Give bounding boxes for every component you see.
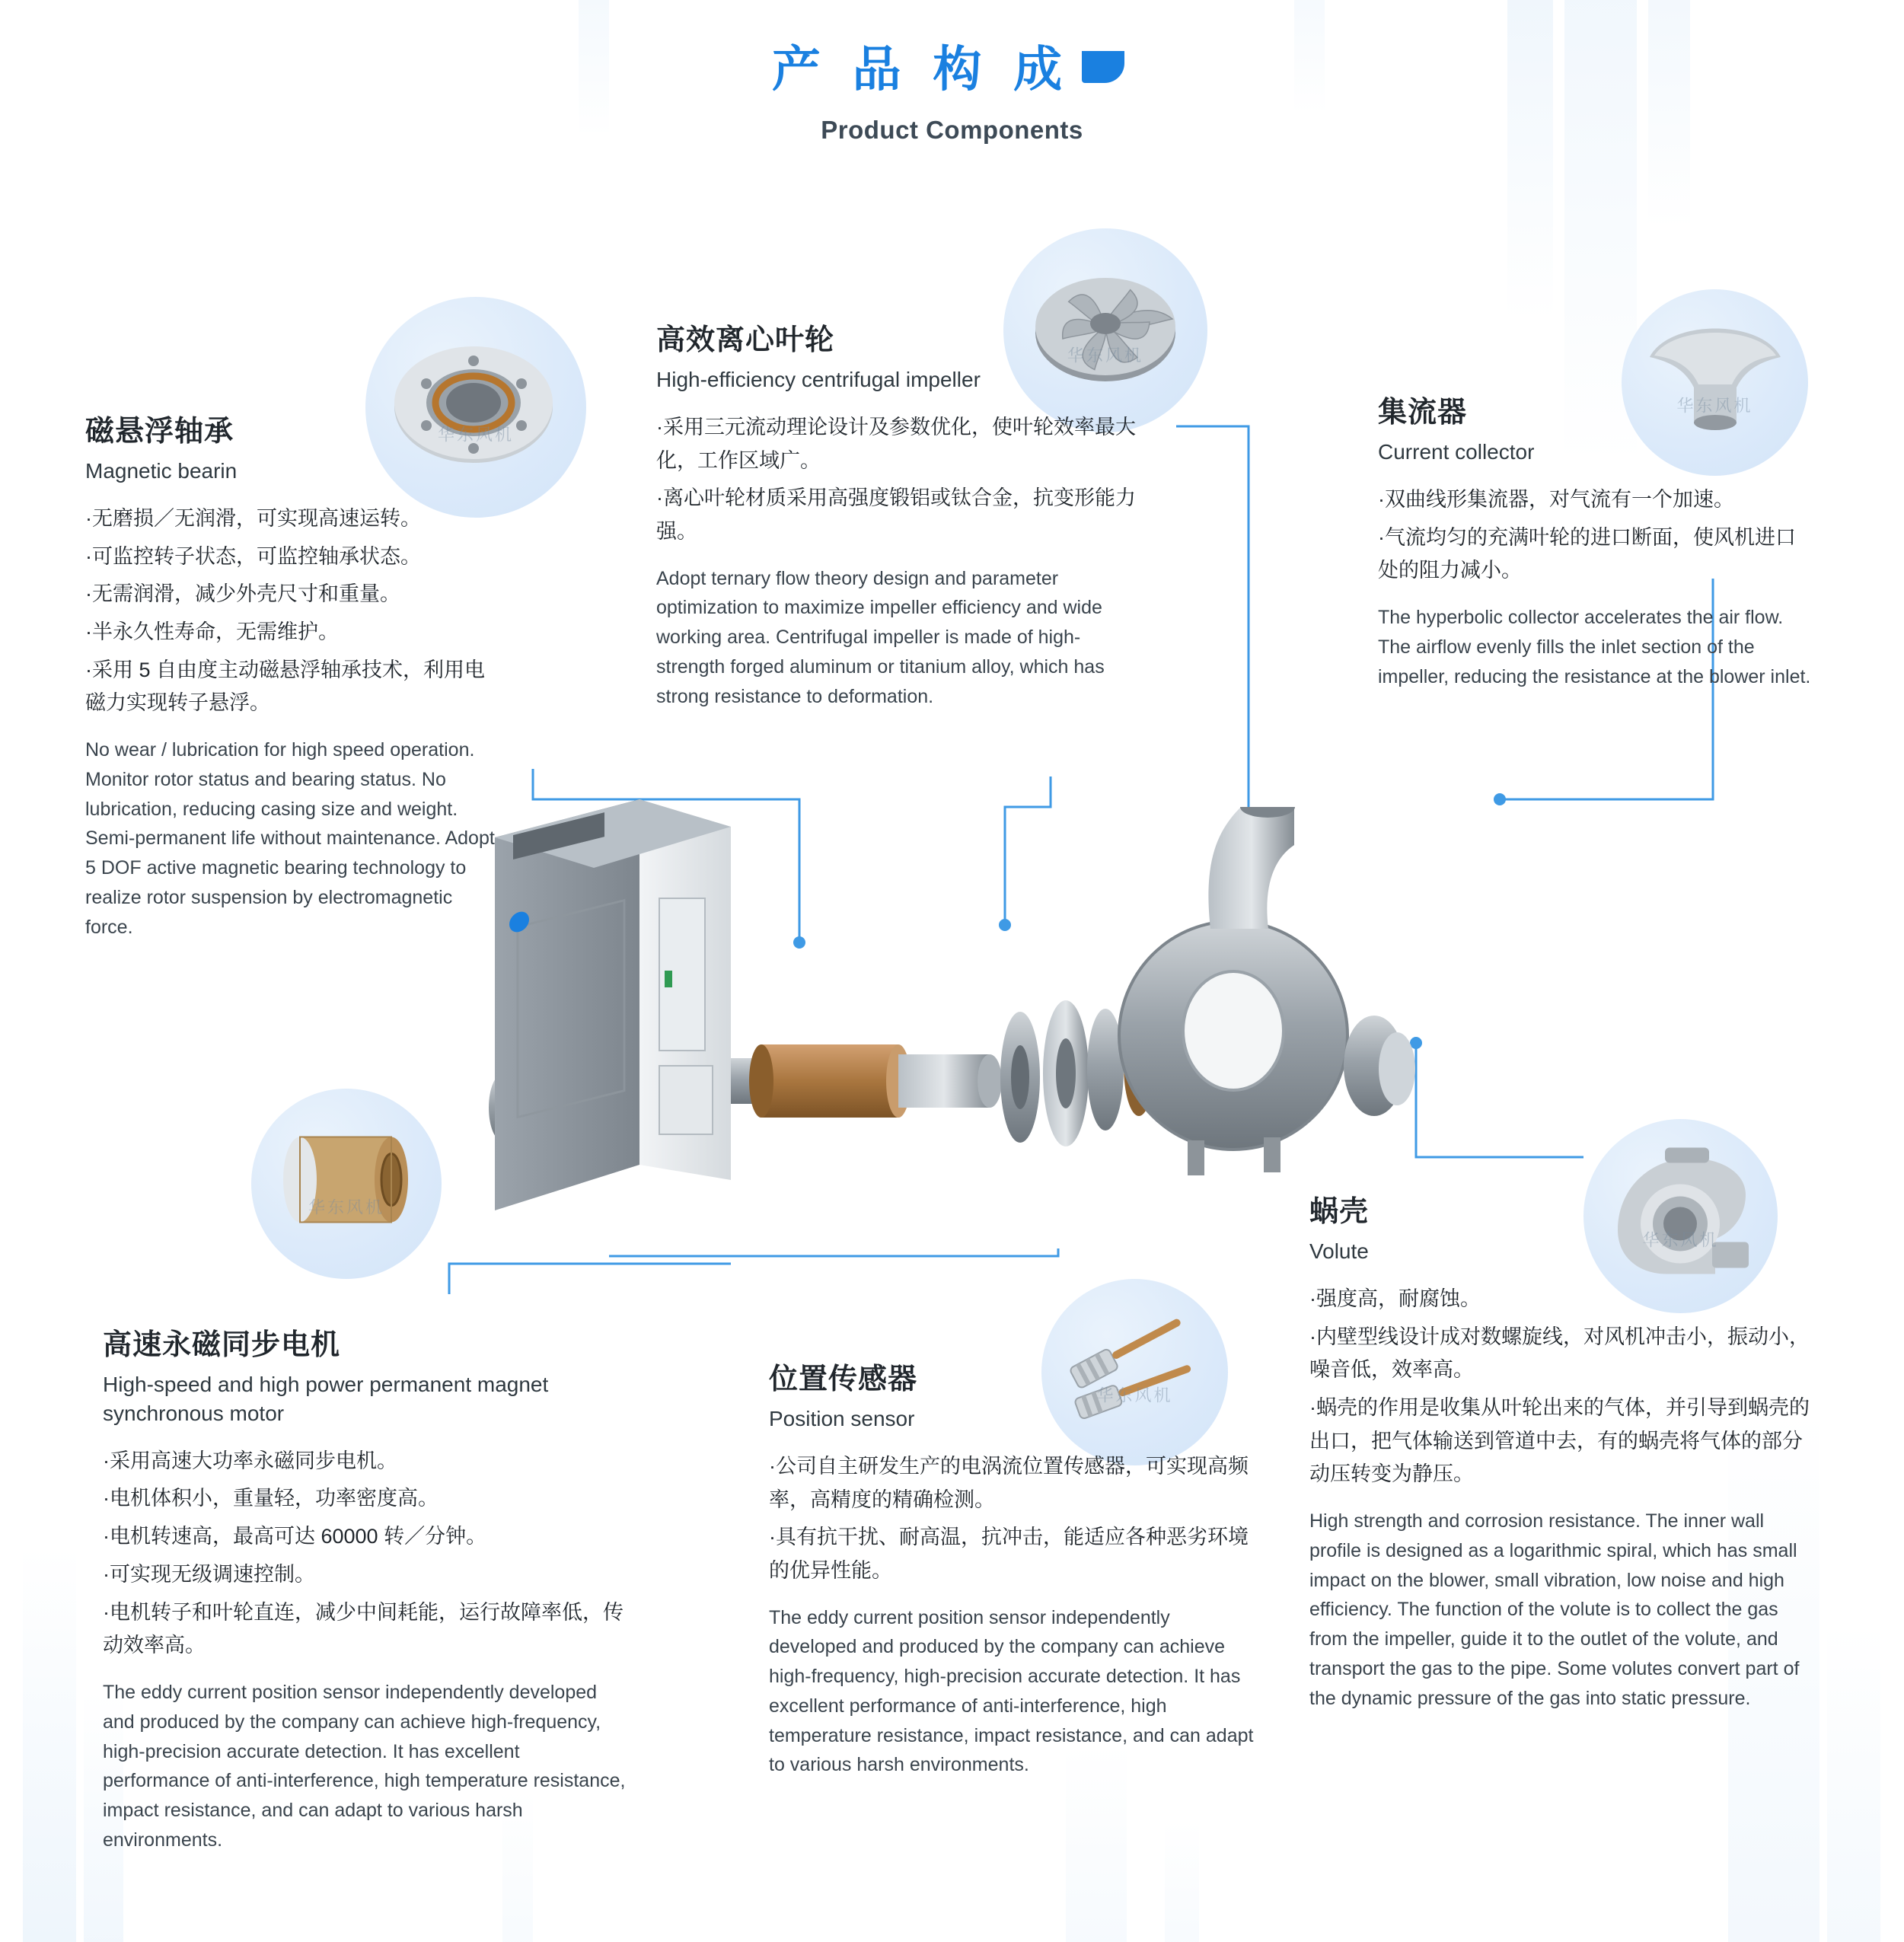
page-header	[0, 30, 1904, 145]
list-item: ·电机转速高，最高可达 60000 转／分钟。	[103, 1525, 487, 1548]
list-item: ·具有抗干扰、耐高温，抗冲击，能适应各种恶劣环境的优异性能。	[769, 1526, 1249, 1582]
component-bullets	[85, 502, 496, 720]
component-title-zh: 高效离心叶轮	[656, 324, 835, 356]
component-paragraph-en: The hyperbolic collector accelerates the air flow. The airflow evenly fills the inlet section of the impeller, reducing the resistance at the blower inlet.	[1378, 607, 1811, 687]
component-current-collector	[1378, 388, 1812, 691]
component-paragraph-en: No wear / lubrication for high speed operation. Monitor rotor status and bearing status. No lubrication, reducing casing size and weight. Semi-permanent life without maintenance. Adopt 5 DOF active magnetic bearing technology to realize rotor suspension by electromagnetic force.	[85, 739, 495, 938]
component-paragraph-en: High strength and corrosion resistance. The inner wall profile is designed as a logarithmic spiral, which has small impact on the blower, small vibration, low noise and high efficiency. The function of the volute is to collect the gas from the impeller, guide it to the outlet of the volute, and transport the gas to the pipe. Some volutes convert part of the dynamic pressure of the gas into static pressure.	[1309, 1510, 1800, 1709]
list-item: ·无需润滑，减少外壳尺寸和重量。	[85, 582, 400, 606]
list-item: ·内壁型线设计成对数螺旋线，对风机冲击小，振动小，噪音低，效率高。	[1309, 1325, 1810, 1382]
list-item: ·双曲线形集流器，对气流有一个加速。	[1378, 487, 1734, 511]
component-title-zh: 蜗壳	[1309, 1196, 1370, 1228]
photo-watermark: 华东风机	[1096, 1386, 1173, 1405]
list-item: ·采用 5 自由度主动磁悬浮轴承技术，利用电磁力实现转子悬浮。	[85, 658, 486, 715]
photo-watermark: 华东风机	[308, 1197, 385, 1217]
list-item: ·公司自主研发生产的电涡流位置传感器，可实现高频率，高精度的精确检测。	[769, 1454, 1249, 1511]
component-title-zh: 磁悬浮轴承	[85, 416, 234, 448]
list-item: ·蜗壳的作用是收集从叶轮出来的气体，并引导到蜗壳的出口，把气体输送到管道中去，有的蜗壳将气体的部分动压转变为静压。	[1309, 1396, 1810, 1486]
component-volute	[1309, 1188, 1812, 1713]
list-item: ·强度高，耐腐蚀。	[1309, 1287, 1481, 1310]
component-pm-motor	[103, 1321, 628, 1855]
photo-pm-motor	[251, 1089, 442, 1279]
component-paragraph-en: The eddy current position sensor independently developed and produced by the company can achieve high-frequency, high-precision accurate detection. It has excellent performance of anti-interference, high temperature resistance, impact resistance, and can adapt to various harsh environments.	[769, 1606, 1254, 1776]
list-item: ·无磨损／无润滑，可实现高速运转。	[85, 506, 421, 530]
component-position-sensor	[769, 1355, 1256, 1780]
list-item: ·可监控转子状态，可监控轴承状态。	[85, 544, 421, 568]
component-bullets	[1309, 1283, 1812, 1491]
photo-watermark: 华东风机	[1067, 346, 1144, 365]
list-item: ·采用高速大功率永磁同步电机。	[103, 1449, 397, 1472]
list-item: ·气流均匀的充满叶轮的进口断面，使风机进口处的阻力减小。	[1378, 525, 1796, 582]
photo-watermark: 华东风机	[1642, 1230, 1719, 1250]
photo-watermark: 华东风机	[1676, 396, 1753, 416]
title-accent-mark	[1082, 51, 1124, 83]
component-centrifugal-impeller	[656, 316, 1143, 711]
component-title-zh: 高速永磁同步电机	[103, 1329, 341, 1361]
list-item: ·可实现无级调速控制。	[103, 1562, 315, 1586]
list-item: ·电机转子和叶轮直连，减少中间耗能，运行故障率低，传动效率高。	[103, 1600, 624, 1657]
page-title-en: Product Components	[821, 116, 1083, 144]
component-bullets	[103, 1445, 628, 1663]
list-item: ·离心叶轮材质采用高强度锻铝或钛合金，抗变形能力强。	[656, 486, 1136, 543]
photo-watermark: 华东风机	[437, 425, 515, 445]
list-item: ·电机体积小，重量轻，功率密度高。	[103, 1487, 439, 1510]
component-title-en: Current collector	[1378, 440, 1535, 464]
component-title-en: Volute	[1309, 1239, 1369, 1263]
component-magnetic-bearing	[85, 407, 496, 942]
component-title-en: Magnetic bearin	[85, 459, 238, 483]
component-paragraph-en: The eddy current position sensor independently developed and produced by the company can achieve high-frequency, high-precision accurate detection. It has excellent performance of anti-interference, high temperature resistance, impact resistance, and can adapt to various harsh environments.	[103, 1682, 626, 1851]
list-item: ·半永久性寿命，无需维护。	[85, 620, 339, 643]
component-bullets	[656, 411, 1143, 549]
controller-cabinet	[480, 784, 799, 1256]
component-paragraph-en: Adopt ternary flow theory design and parameter optimization to maximize impeller efficiency and wide working area. Centrifugal impeller is made of high-strength forged aluminum or titanium alloy, which has strong resistance to deformation.	[656, 567, 1105, 707]
component-title-zh: 集流器	[1378, 397, 1468, 429]
page-title-zh: 产 品 构 成	[772, 30, 1132, 100]
component-bullets	[1378, 483, 1812, 588]
component-title-zh: 位置传感器	[769, 1363, 918, 1395]
list-item: ·采用三元流动理论设计及参数优化，使叶轮效率最大化，工作区域广。	[656, 415, 1136, 472]
component-title-en: High-speed and high power permanent magnet synchronous motor	[103, 1373, 549, 1425]
component-title-en: High-efficiency centrifugal impeller	[656, 368, 981, 391]
component-bullets	[769, 1450, 1256, 1588]
component-title-en: Position sensor	[769, 1407, 915, 1430]
